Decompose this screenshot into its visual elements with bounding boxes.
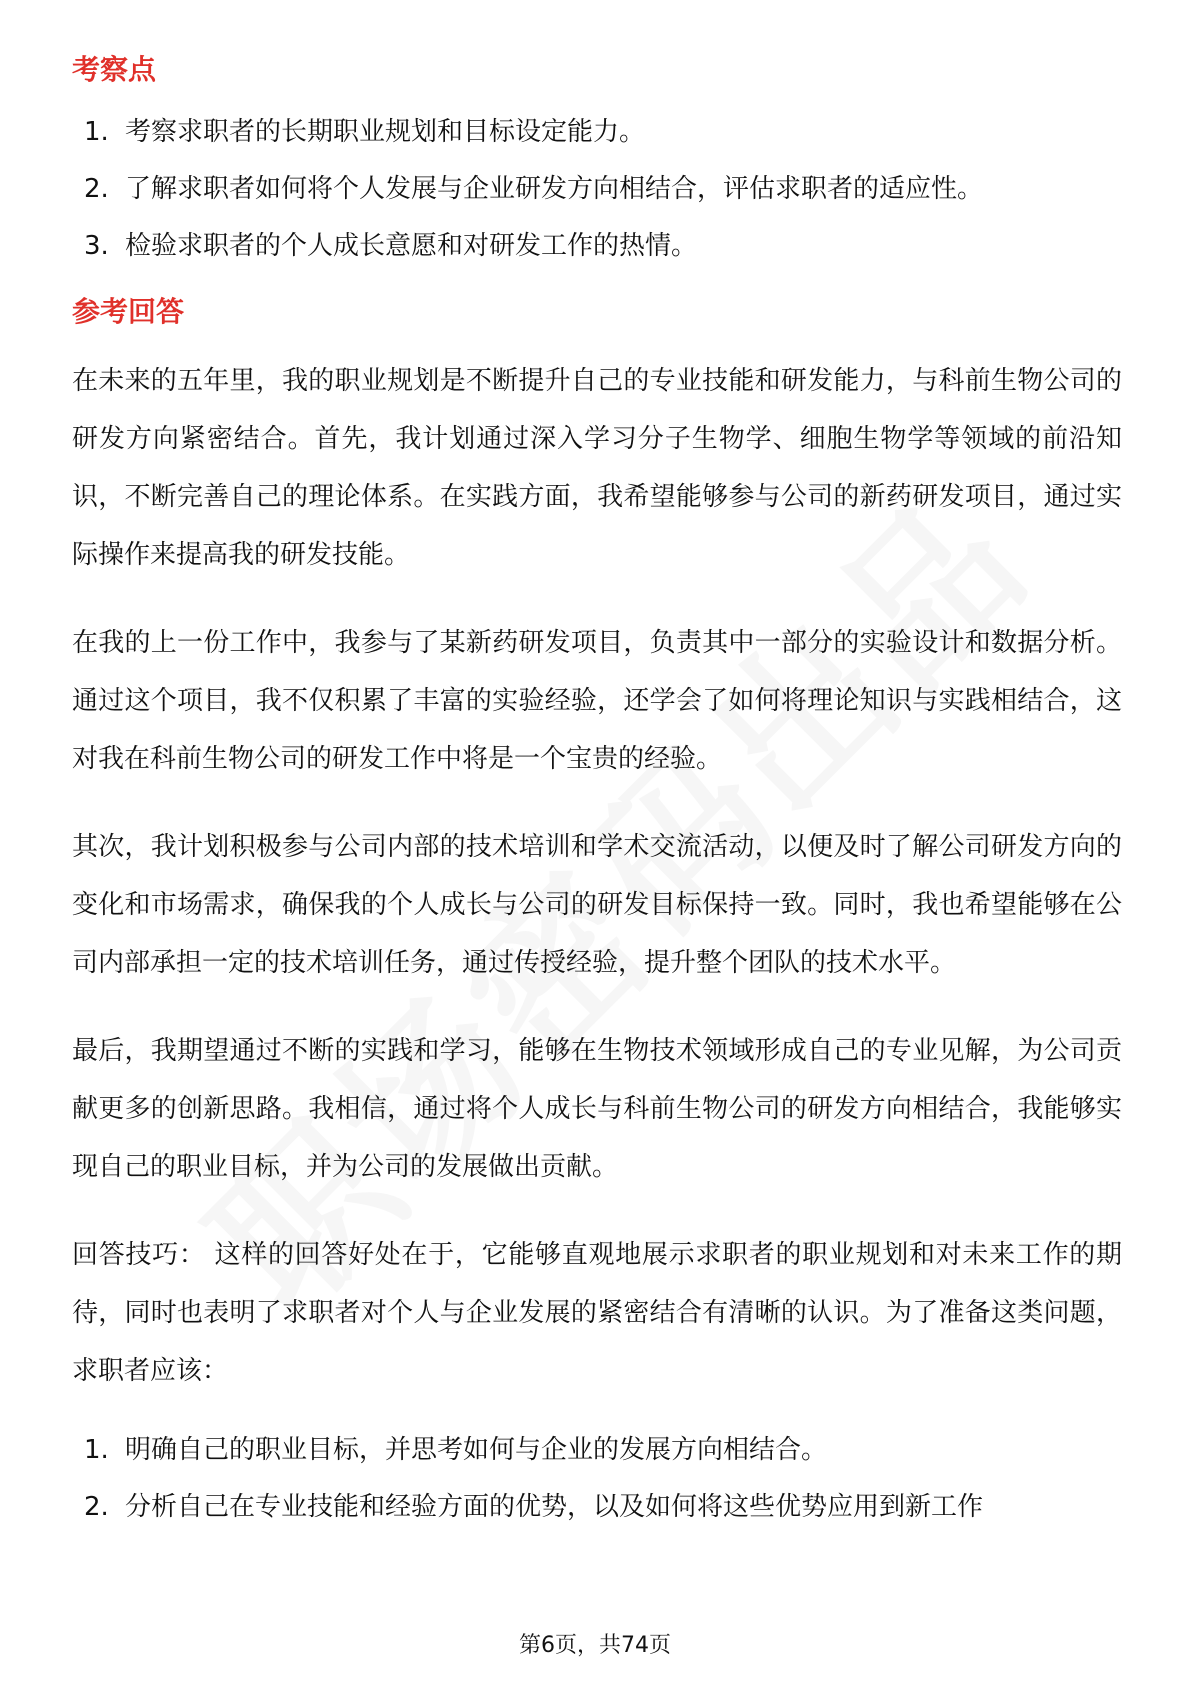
list-item-number: 2. <box>84 174 109 204</box>
list-item-number: 2. <box>84 1492 109 1522</box>
list-item-text: 检验求职者的个人成长意愿和对研发工作的热情。 <box>125 231 698 261</box>
list-item <box>72 112 1122 152</box>
section-heading-reference-answer: 参考回答 <box>72 295 185 328</box>
list-item-text: 考察求职者的长期职业规划和目标设定能力。 <box>125 117 646 147</box>
list-item-number: 1. <box>84 117 109 147</box>
list-item <box>72 1487 1122 1527</box>
list-item-number: 3. <box>84 231 109 261</box>
answer-tips-paragraph: 回答技巧： 这样的回答好处在于，它能够直观地展示求职者的职业规划和对未来工作的期待，同时也表明了求职者对个人与企业发展的紧密结合有清晰的认识。为了准备这类问题，求职者应该： <box>72 1240 1122 1386</box>
answer-paragraph: 其次，我计划积极参与公司内部的技术培训和学术交流活动，以便及时了解公司研发方向的变化和市场需求，确保我的个人成长与公司的研发目标保持一致。同时，我也希望能够在公司内部承担一定的技术培训任务，通过传授经验，提升整个团队的技术水平。 <box>72 832 1122 978</box>
list-item-text: 明确自己的职业目标，并思考如何与企业的发展方向相结合。 <box>125 1435 828 1465</box>
answer-paragraph: 最后，我期望通过不断的实践和学习，能够在生物技术领域形成自己的专业见解，为公司贡献更多的创新思路。我相信，通过将个人成长与科前生物公司的研发方向相结合，我能够实现自己的职业目标，并为公司的发展做出贡献。 <box>72 1036 1122 1182</box>
answer-paragraph: 在我的上一份工作中，我参与了某新药研发项目，负责其中一部分的实验设计和数据分析。通过这个项目，我不仅积累了丰富的实验经验，还学会了如何将理论知识与实践相结合，这对我在科前生物公司的研发工作中将是一个宝贵的经验。 <box>72 628 1122 774</box>
examination-points-list <box>72 112 1122 266</box>
answer-tips-list <box>72 1430 1122 1527</box>
list-item-text: 了解求职者如何将个人发展与企业研发方向相结合，评估求职者的适应性。 <box>125 174 984 204</box>
page-number-footer: 第6页，共74页 <box>519 1633 671 1658</box>
list-item-text: 分析自己在专业技能和经验方面的优势，以及如何将这些优势应用到新工作 <box>125 1492 984 1522</box>
section-heading-examination-points: 考察点 <box>72 53 157 86</box>
page-content <box>72 50 1122 1544</box>
list-item <box>72 169 1122 209</box>
answer-paragraph: 在未来的五年里，我的职业规划是不断提升自己的专业技能和研发能力，与科前生物公司的研发方向紧密结合。首先，我计划通过深入学习分子生物学、细胞生物学等领域的前沿知识，不断完善自己的理论体系。在实践方面，我希望能够参与公司的新药研发项目，通过实际操作来提高我的研发技能。 <box>72 366 1122 570</box>
list-item <box>72 226 1122 266</box>
list-item <box>72 1430 1122 1470</box>
list-item-number: 1. <box>84 1435 109 1465</box>
